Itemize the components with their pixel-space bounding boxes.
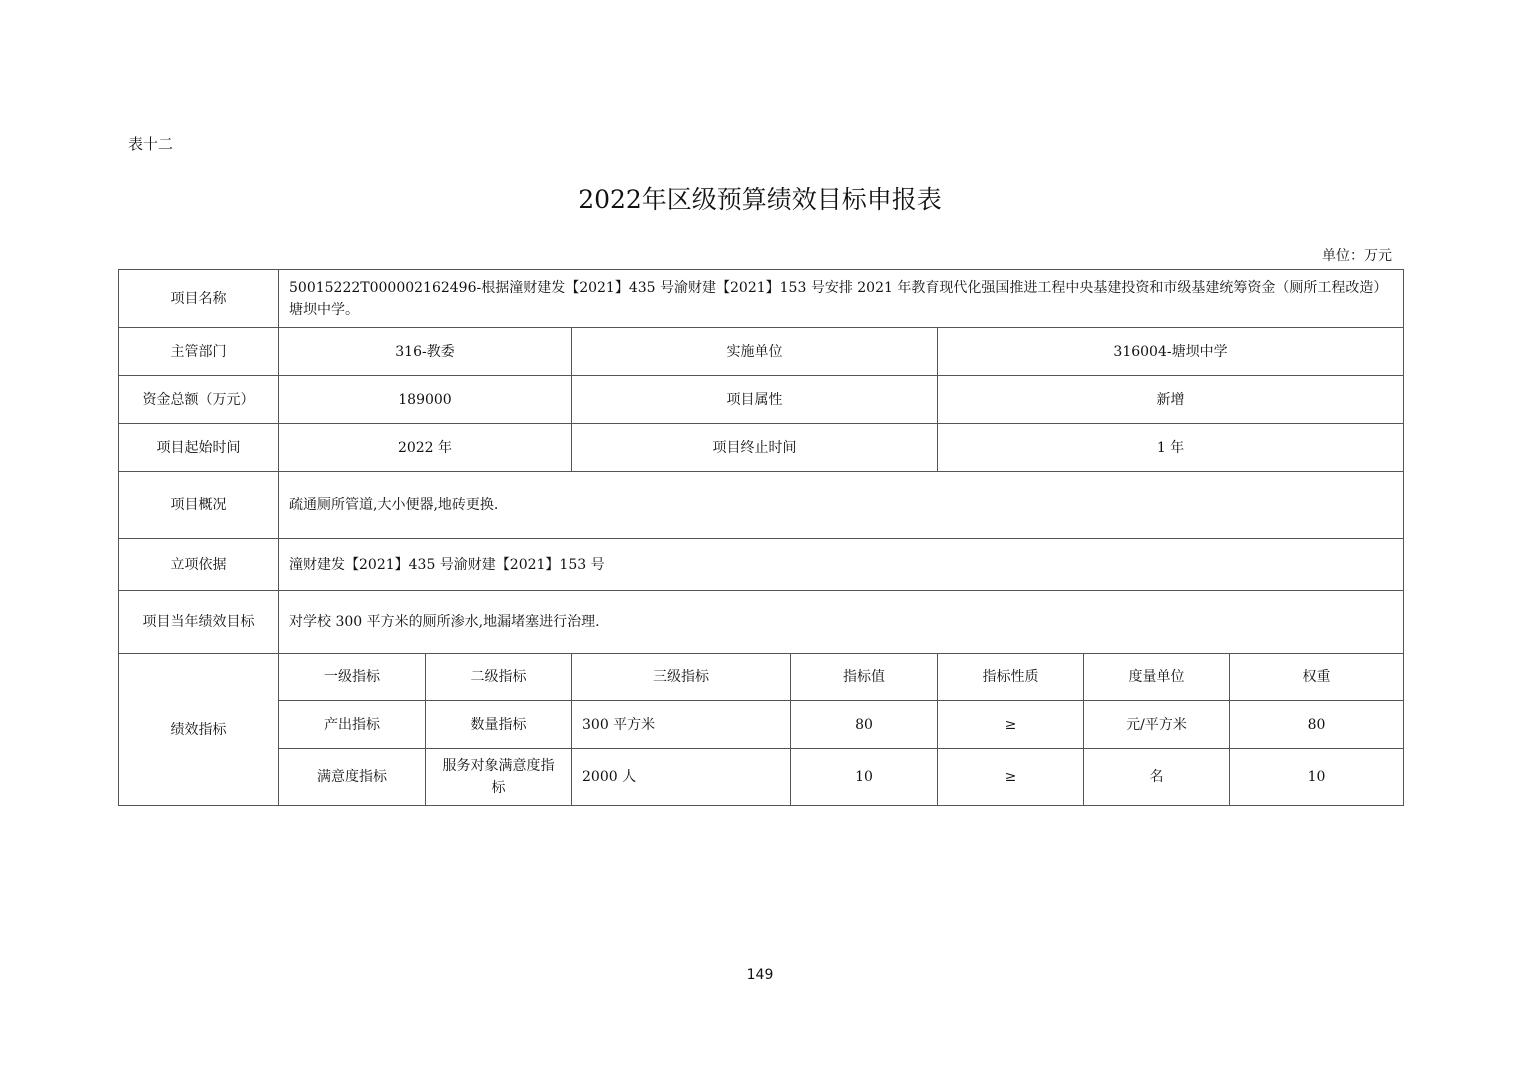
unit-label: 单位：万元 [1322,248,1392,264]
kpi-cell: 2000 人 [572,749,791,806]
document-title: 2022年区级预算绩效目标申报表 [578,185,942,214]
row-dept [119,328,1404,376]
basis-label: 立项依据 [119,539,279,591]
goal-label: 项目当年绩效目标 [119,591,279,654]
kpi-cell: 80 [791,701,938,749]
table-label: 表十二 [128,135,174,153]
page-number: 149 [746,967,774,983]
kpi-cell: 80 [1230,701,1404,749]
kpi-cell: 满意度指标 [279,749,426,806]
kpi-header-cell: 指标性质 [938,654,1084,701]
kpi-header-cell: 三级指标 [572,654,791,701]
kpi-cell: 产出指标 [279,701,426,749]
fund-value: 189000 [279,376,572,424]
kpi-row [119,701,1404,749]
dept-value: 316-教委 [279,328,572,376]
basis-value: 潼财建发【2021】435 号渝财建【2021】153 号 [279,539,1404,591]
kpi-cell: 元/平方米 [1084,701,1230,749]
attr-label: 项目属性 [572,376,938,424]
row-project-name [119,270,1404,328]
attr-value: 新增 [938,376,1404,424]
row-goal [119,591,1404,654]
goal-value: 对学校 300 平方米的厕所渗水,地漏堵塞进行治理. [279,591,1404,654]
budget-performance-table [118,269,1404,806]
kpi-cell: ≥ [938,749,1084,806]
overview-label: 项目概况 [119,472,279,539]
row-fund [119,376,1404,424]
overview-value: 疏通厕所管道,大小便器,地砖更换. [279,472,1404,539]
fund-label: 资金总额（万元） [119,376,279,424]
impl-unit-label: 实施单位 [572,328,938,376]
kpi-header-row [119,654,1404,701]
dept-label: 主管部门 [119,328,279,376]
kpi-cell: 300 平方米 [572,701,791,749]
start-label: 项目起始时间 [119,424,279,472]
kpi-cell: 数量指标 [426,701,572,749]
kpi-label: 绩效指标 [119,654,279,806]
kpi-header-cell: 二级指标 [426,654,572,701]
row-overview [119,472,1404,539]
start-value: 2022 年 [279,424,572,472]
kpi-header-cell: 一级指标 [279,654,426,701]
end-value: 1 年 [938,424,1404,472]
row-basis [119,539,1404,591]
kpi-header-cell: 度量单位 [1084,654,1230,701]
kpi-cell: 服务对象满意度指标 [426,749,572,806]
row-time [119,424,1404,472]
kpi-cell: 10 [1230,749,1404,806]
kpi-header-cell: 权重 [1230,654,1404,701]
kpi-cell: 名 [1084,749,1230,806]
project-name-value: 50015222T000002162496-根据潼财建发【2021】435 号渝财建【2021】153 号安排 2021 年教育现代化强国推进工程中央基建投资和市级基建统筹资金（厕所工程改造）塘坝中学。 [279,270,1404,328]
end-label: 项目终止时间 [572,424,938,472]
kpi-header-cell: 指标值 [791,654,938,701]
kpi-cell: ≥ [938,701,1084,749]
kpi-cell: 10 [791,749,938,806]
kpi-row [119,749,1404,806]
impl-unit-value: 316004-塘坝中学 [938,328,1404,376]
project-name-label: 项目名称 [119,270,279,328]
